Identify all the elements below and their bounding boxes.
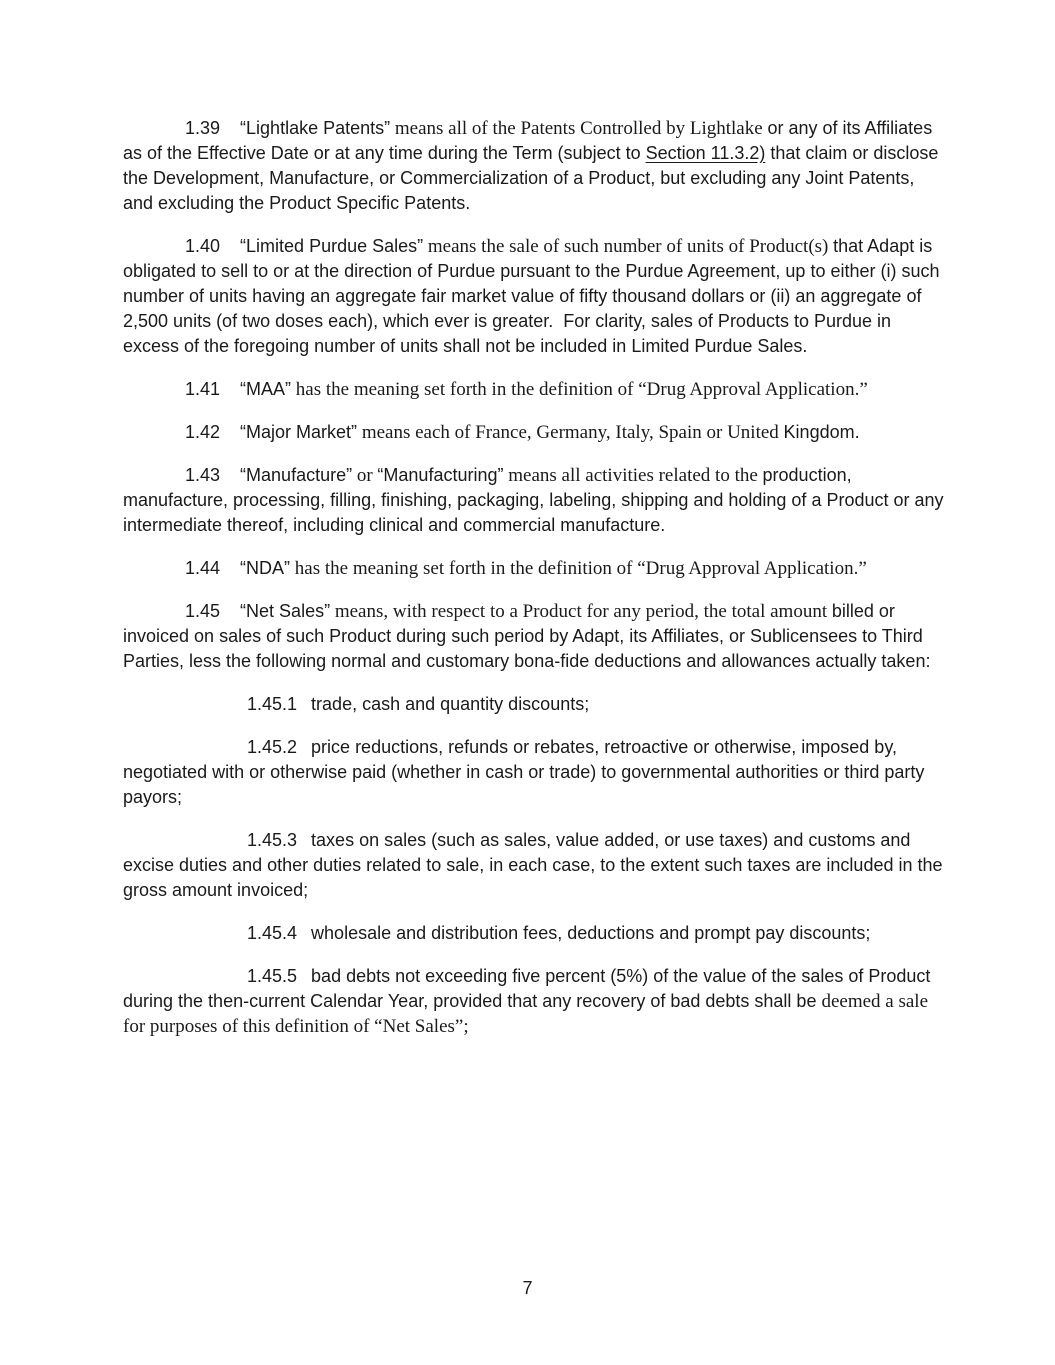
section-number: 1.45.4 (247, 923, 298, 943)
section-number: 1.45 (185, 601, 221, 621)
section-number: 1.41 (185, 379, 221, 399)
definition-text: trade, cash and quantity discounts; (311, 694, 590, 714)
definition-text: means each of France, Germany, Italy, Spain or United (357, 422, 784, 443)
definition-text: deemed a sale for purposes of this definition of “Net Sales”; (123, 991, 929, 1037)
definition-text: or any of its Affiliates as of the Effective Date or at any time during the Term (subject to (123, 118, 933, 163)
definition-text: price reductions, refunds or rebates, retroactive or otherwise, imposed by, negotiated with or otherwise paid (whether in cash or trade) to governmental authorities or third party payors; (123, 737, 925, 807)
definition-text: “Lightlake Patents” (240, 118, 391, 138)
paragraph-1-44 (123, 556, 947, 581)
cross-reference: Section 11.3.2) (645, 143, 766, 163)
paragraph-1-45-2 (123, 735, 947, 810)
definition-text: production, manufacture, processing, filling, finishing, packaging, labeling, shipping and holding of a Product or any intermediate thereof, including clinical and commercial manufacture. (123, 465, 944, 535)
definition-text: billed or invoiced on sales of such Product during such period by Adapt, its Affiliates, or Sublicensees to Third Parties, less the following normal and customary bona-fide deductions and allowances actually taken: (123, 601, 931, 671)
definition-text: “Limited Purdue Sales” (240, 236, 424, 256)
definition-text: means all activities related to the (503, 465, 763, 486)
definition-text: “Manufacturing” (377, 465, 504, 485)
definition-text: Kingdom. (783, 422, 860, 442)
page-footer (0, 1276, 1055, 1301)
section-number: 1.43 (185, 465, 221, 485)
section-number: 1.45.2 (247, 737, 298, 757)
definition-text: “Manufacture” (240, 465, 353, 485)
definition-text: has the meaning set forth in the definition of “Drug Approval Application.” (290, 558, 867, 579)
paragraph-1-45-5 (123, 964, 947, 1039)
definition-text: that Adapt is obligated to sell to or at the direction of Purdue pursuant to the Purdue Agreement, up to either (i) such number of units having an aggregate fair market value of fifty thousand dollars or (ii) an aggregate of 2,500 units (of two doses each), which ever is greater. For clarity, sales of Products to Purdue in excess of the foregoing number of units shall not be included in Limited Purdue Sales. (123, 236, 940, 356)
section-number: 1.45.3 (247, 830, 298, 850)
paragraph-1-45-3 (123, 828, 947, 903)
definition-text: or (352, 465, 378, 486)
definition-text: bad debts not exceeding five percent (5%) of the value of the sales of Product during the then-current Calendar Year, provided that any recovery of bad debts shall be (123, 966, 931, 1011)
page-number: 7 (522, 1278, 533, 1298)
section-number: 1.44 (185, 558, 221, 578)
definition-text: “MAA” (240, 379, 292, 399)
paragraph-1-45 (123, 599, 947, 674)
definition-text: “Net Sales” (240, 601, 331, 621)
paragraph-1-42 (123, 420, 947, 445)
section-number: 1.40 (185, 236, 221, 256)
section-number: 1.42 (185, 422, 221, 442)
definition-text: means all of the Patents Controlled by Lightlake (390, 118, 768, 139)
section-number: 1.45.1 (247, 694, 298, 714)
section-number: 1.45.5 (247, 966, 298, 986)
definition-text: means the sale of such number of units of Product(s) (423, 236, 834, 257)
definition-text: means, with respect to a Product for any period, the total amount (330, 601, 832, 622)
section-number: 1.39 (185, 118, 221, 138)
paragraph-1-45-1 (123, 692, 947, 717)
paragraph-1-45-4 (123, 921, 947, 946)
paragraph-1-40 (123, 234, 947, 359)
definition-text: that claim or disclose the Development, Manufacture, or Commercialization of a Product, but excluding any Joint Patents, and excluding the Product Specific Patents. (123, 143, 939, 213)
definition-text: wholesale and distribution fees, deductions and prompt pay discounts; (311, 923, 871, 943)
definition-text: has the meaning set forth in the definition of “Drug Approval Application.” (291, 379, 868, 400)
definitions-section (123, 116, 947, 1057)
definition-text: “Major Market” (240, 422, 358, 442)
paragraph-1-41 (123, 377, 947, 402)
definition-text: taxes on sales (such as sales, value added, or use taxes) and customs and excise duties and other duties related to sale, in each case, to the extent such taxes are included in the gross amount invoiced; (123, 830, 943, 900)
definition-text: “NDA” (240, 558, 291, 578)
paragraph-1-43 (123, 463, 947, 538)
paragraph-1-39 (123, 116, 947, 216)
